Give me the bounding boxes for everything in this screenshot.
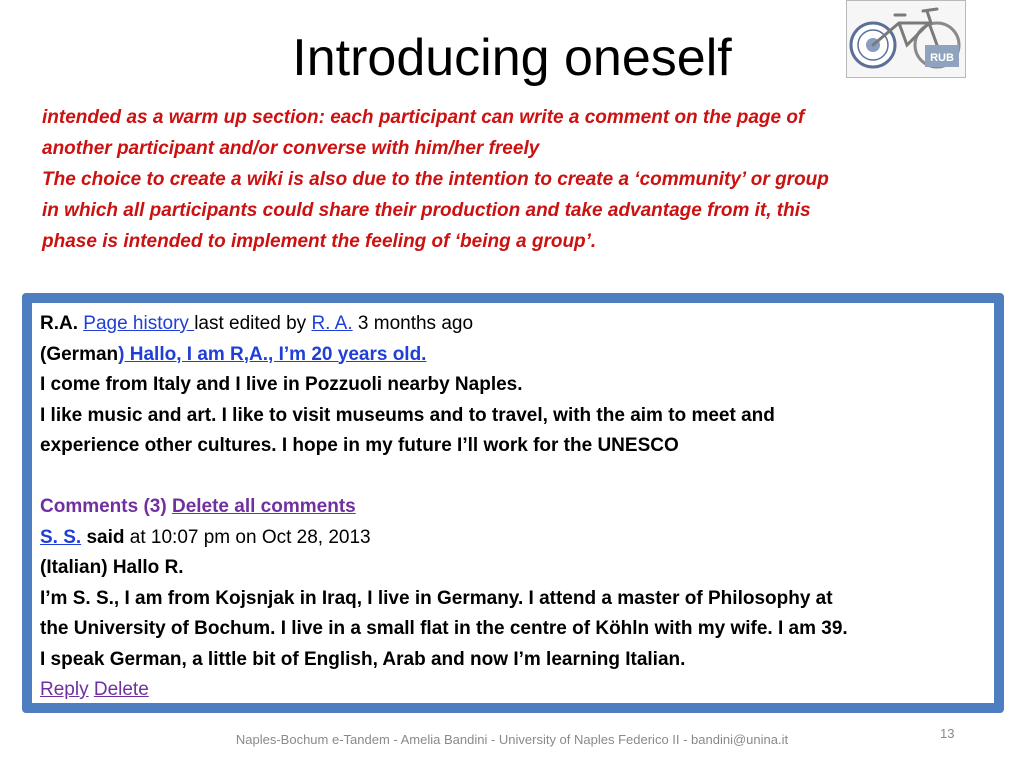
logo-text: RUB (930, 52, 954, 64)
body-line: I like music and art. I like to visit museums and to travel, with the aim to meet and (40, 404, 775, 426)
last-edited-label: last edited by (194, 313, 312, 334)
delete-link[interactable]: Delete (93, 679, 149, 700)
said-label: said (81, 526, 125, 548)
language-label: (German (40, 343, 119, 365)
page-author: R.A. (40, 313, 78, 334)
university-bicycle-logo (846, 0, 966, 78)
intro-text (42, 102, 982, 257)
wiki-page-content (32, 303, 994, 703)
bicycle-logo-icon (847, 1, 967, 79)
page-number: 13 (940, 726, 955, 741)
comment-timestamp: at 10:07 pm on Oct 28, 2013 (124, 526, 371, 548)
commenter-link[interactable]: S. S. (40, 526, 82, 548)
intro-line: another participant and/or converse with him/her freely (42, 138, 540, 159)
intro-line: in which all participants could share their production and take advantage from it, this (42, 200, 811, 221)
wiki-page-panel (22, 293, 1004, 713)
greeting-link[interactable]: ) Hallo, I am R,A., I’m 20 years old. (118, 343, 427, 365)
edited-ago: 3 months ago (352, 313, 474, 334)
comment-line: (Italian) Hallo R. (40, 557, 184, 578)
comments-count: Comments (3) (40, 496, 172, 517)
body-line: I come from Italy and I live in Pozzuoli nearby Naples. (40, 374, 523, 395)
slide-title: Introducing oneself (292, 29, 732, 87)
body-line: experience other cultures. I hope in my future I’ll work for the UNESCO (40, 435, 679, 456)
slide-footer: Naples-Bochum e-Tandem - Amelia Bandini - University of Naples Federico II - bandini@unina.it (235, 732, 789, 747)
greeting-line (40, 340, 994, 371)
page-header-line (40, 309, 994, 340)
intro-line: intended as a warm up section: each participant can write a comment on the page of (42, 107, 805, 128)
comment-line: I speak German, a little bit of English, Arab and now I’m learning Italian. (40, 648, 686, 670)
reply-link[interactable]: Reply (40, 679, 89, 700)
comment-line: the University of Bochum. I live in a small flat in the centre of Köhln with my wife. I am 39. (40, 618, 848, 639)
editor-link[interactable]: R. A. (311, 313, 353, 334)
comments-header (40, 492, 994, 523)
delete-all-comments-link[interactable]: Delete all comments (171, 496, 356, 517)
intro-line: phase is intended to implement the feeling of ‘being a group’. (42, 231, 597, 252)
spacer (40, 462, 994, 493)
intro-line: The choice to create a wiki is also due to the intention to create a ‘community’ or group (42, 169, 829, 190)
comment-header (40, 523, 994, 554)
page-history-link[interactable]: Page history (83, 313, 195, 334)
comment-actions (40, 675, 994, 706)
comment-line: I’m S. S., I am from Kojsnjak in Iraq, I live in Germany. I attend a master of Philosophy at (40, 587, 833, 609)
